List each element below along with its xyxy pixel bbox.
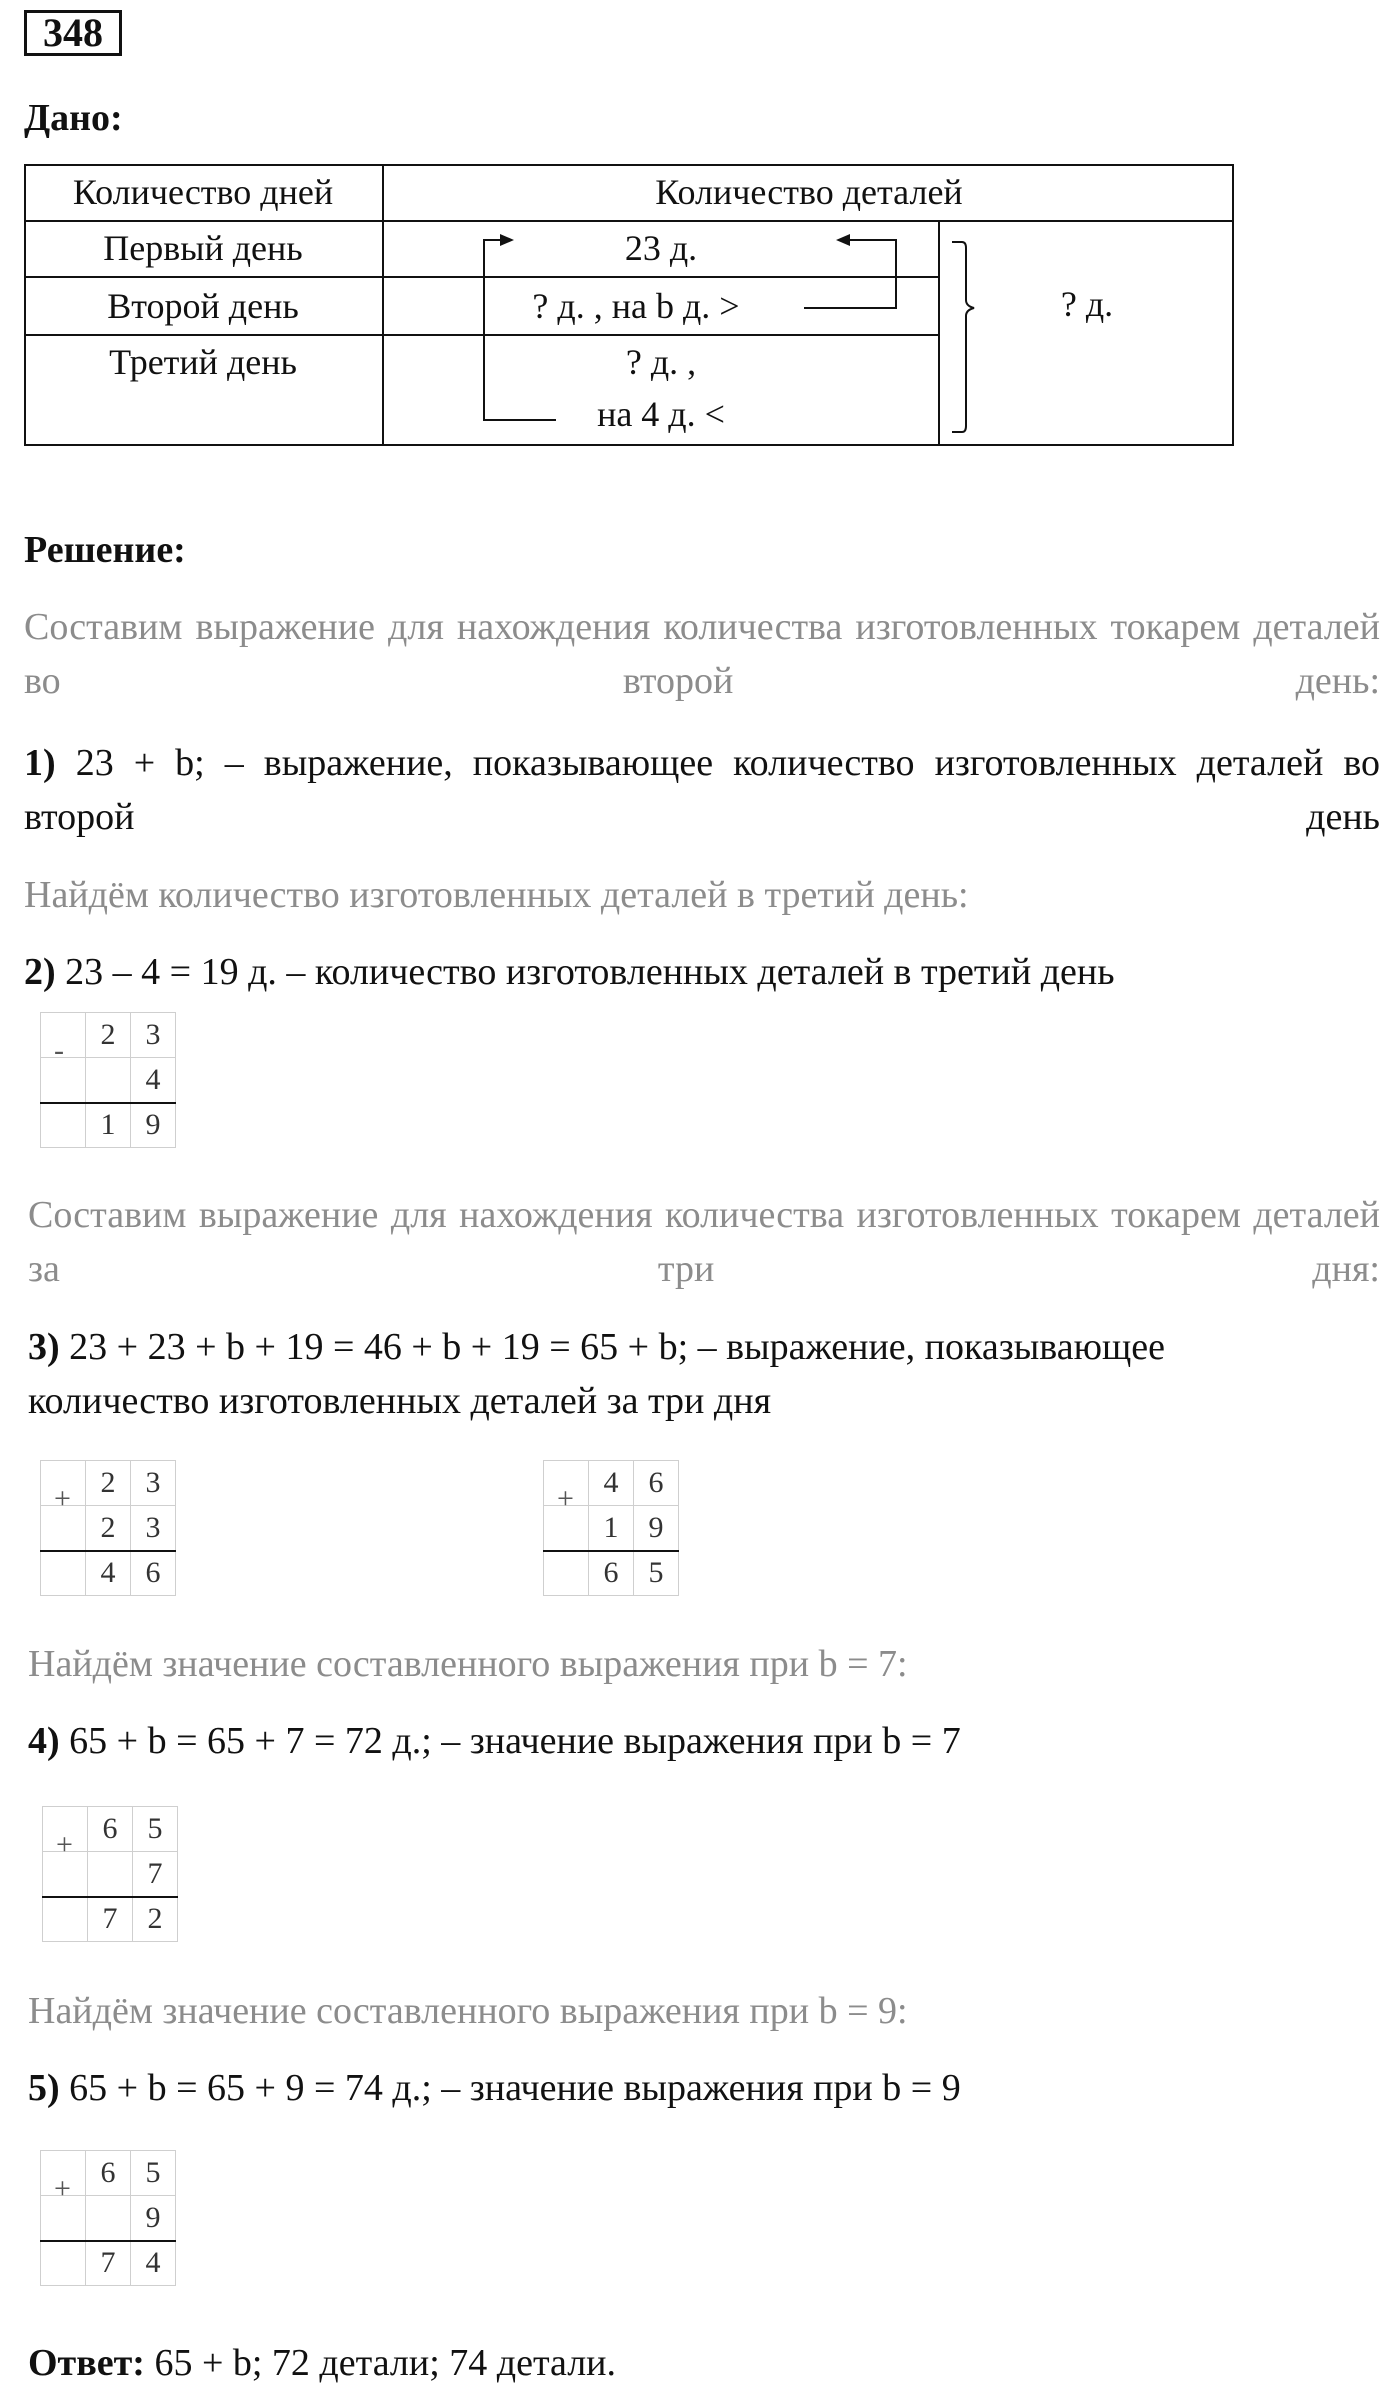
- calc-cell: 2: [132, 1896, 178, 1942]
- calc-row: [40, 1550, 175, 1595]
- row-day-2: Второй день: [107, 286, 299, 326]
- step-4-number: 4): [28, 1720, 60, 1762]
- step-4-text: 65 + b = 65 + 7 = 72 д.; – значение выражения при b = 7: [69, 1720, 961, 1762]
- step-1-number: 1): [24, 742, 56, 784]
- intro-1: Составим выражение для нахождения количества изготовленных токарем деталей во второй день:: [24, 606, 1380, 702]
- step-5: [28, 2061, 961, 2115]
- calc-cell: 3: [130, 1460, 176, 1506]
- calc-row: [543, 1550, 678, 1595]
- step-2-text: 23 – 4 = 19 д. – количество изготовленных деталей в третий день: [65, 951, 1115, 993]
- calc-cell: [85, 2195, 131, 2241]
- calc-cell: 6: [87, 1806, 133, 1852]
- calc-operator: +: [557, 1482, 574, 1515]
- given-table: [24, 164, 1234, 446]
- calc-result-line: [40, 1550, 176, 1552]
- calc-cell: 1: [85, 1102, 131, 1148]
- calc-row: [42, 1896, 177, 1941]
- calc-cell: [85, 1057, 131, 1103]
- calc-cell: [40, 1550, 86, 1596]
- step-4: [28, 1714, 961, 1768]
- relation-arrows: [24, 164, 1234, 446]
- calc-cell: 6: [130, 1550, 176, 1596]
- calc-result-line: [40, 1102, 176, 1104]
- calc-grid: [543, 1460, 678, 1595]
- row-value-3b: на 4 д. <: [597, 394, 725, 434]
- step-3-number: 3): [28, 1326, 60, 1368]
- calc-result-line: [42, 1896, 178, 1898]
- calc-operator: +: [54, 1482, 71, 1515]
- calc-cell: 6: [633, 1460, 679, 1506]
- calc-cell: 2: [85, 1460, 131, 1506]
- calc-result-line: [40, 2240, 176, 2242]
- arrow-head-left: [500, 234, 514, 246]
- calc-cell: 2: [85, 1505, 131, 1551]
- arrow-second-to-first: [804, 240, 896, 308]
- calc-cell: [543, 1550, 589, 1596]
- calc-cell: 6: [85, 2150, 131, 2196]
- calc-operator: -: [54, 1034, 64, 1067]
- step-2-number: 2): [24, 951, 56, 993]
- answer-label: Ответ:: [28, 2342, 145, 2384]
- intro-3: Составим выражение для нахождения количества изготовленных токарем деталей за три дня:: [28, 1194, 1380, 1290]
- calc-row: [40, 1102, 175, 1147]
- calc-cell: [40, 1102, 86, 1148]
- calc-cell: 3: [130, 1012, 176, 1058]
- row-value-1: 23 д.: [624, 228, 698, 268]
- calc-cell: 9: [130, 1102, 176, 1148]
- calc-operator: +: [56, 1828, 73, 1861]
- calc-row: [40, 2240, 175, 2285]
- total-brace: [952, 242, 974, 432]
- intro-2: Найдём количество изготовленных деталей в третий день:: [24, 874, 969, 916]
- calc-cell: 4: [588, 1460, 634, 1506]
- calc-cell: 6: [588, 1550, 634, 1596]
- calc-cell: 1: [588, 1505, 634, 1551]
- calc-grid: [40, 1012, 175, 1147]
- calc-cell: 5: [633, 1550, 679, 1596]
- solution-heading: Решение:: [24, 529, 186, 571]
- calc-cell: 3: [130, 1505, 176, 1551]
- calc-cell: 5: [132, 1806, 178, 1852]
- problem-number: 348: [24, 10, 122, 56]
- calc-cell: 2: [85, 1012, 131, 1058]
- given-heading: Дано:: [24, 97, 123, 139]
- answer-text: 65 + b; 72 детали; 74 детали.: [154, 2342, 617, 2384]
- calc-cell: 7: [87, 1896, 133, 1942]
- calc-cell: 9: [633, 1505, 679, 1551]
- intro-4: Найдём значение составленного выражения при b = 7:: [28, 1643, 908, 1685]
- calc-cell: 7: [132, 1851, 178, 1897]
- calc-cell: 9: [130, 2195, 176, 2241]
- row-value-2: ? д. , на b д. >: [532, 286, 740, 326]
- calc-cell: [42, 1896, 88, 1942]
- calc-grid: [42, 1806, 177, 1941]
- answer: [28, 2336, 616, 2390]
- arrow-third-to-first: [484, 240, 556, 420]
- calc-cell: 7: [85, 2240, 131, 2286]
- intro-5: Найдём значение составленного выражения при b = 9:: [28, 1990, 908, 2032]
- step-3-line-1: [28, 1320, 1165, 1374]
- header-parts: Количество деталей: [655, 172, 963, 212]
- row-day-3: Третий день: [109, 342, 297, 382]
- row-value-3a: ? д. ,: [625, 342, 697, 382]
- step-1-text: 23 + b; – выражение, показывающее количество изготовленных деталей во второй день: [24, 742, 1380, 838]
- row-day-1: Первый день: [103, 228, 303, 268]
- calc-cell: 5: [130, 2150, 176, 2196]
- total-value: ? д.: [1060, 284, 1114, 324]
- step-5-text: 65 + b = 65 + 9 = 74 д.; – значение выражения при b = 9: [69, 2067, 961, 2109]
- calc-cell: 4: [130, 2240, 176, 2286]
- arrow-head-right: [836, 234, 850, 246]
- calc-result-line: [543, 1550, 679, 1552]
- step-3-text: 23 + 23 + b + 19 = 46 + b + 19 = 65 + b; – выражение, показывающее: [69, 1326, 1165, 1368]
- calc-cell: 4: [130, 1057, 176, 1103]
- step-3-line-2: количество изготовленных деталей за три дня: [28, 1380, 772, 1422]
- calc-grid: [40, 2150, 175, 2285]
- step-5-number: 5): [28, 2067, 60, 2109]
- calc-cell: [87, 1851, 133, 1897]
- calc-cell: [40, 2240, 86, 2286]
- step-1: [24, 736, 1380, 844]
- step-2: [24, 945, 1115, 999]
- header-days: Количество дней: [72, 172, 334, 212]
- calc-grid: [40, 1460, 175, 1595]
- calc-operator: +: [54, 2172, 71, 2205]
- calc-cell: 4: [85, 1550, 131, 1596]
